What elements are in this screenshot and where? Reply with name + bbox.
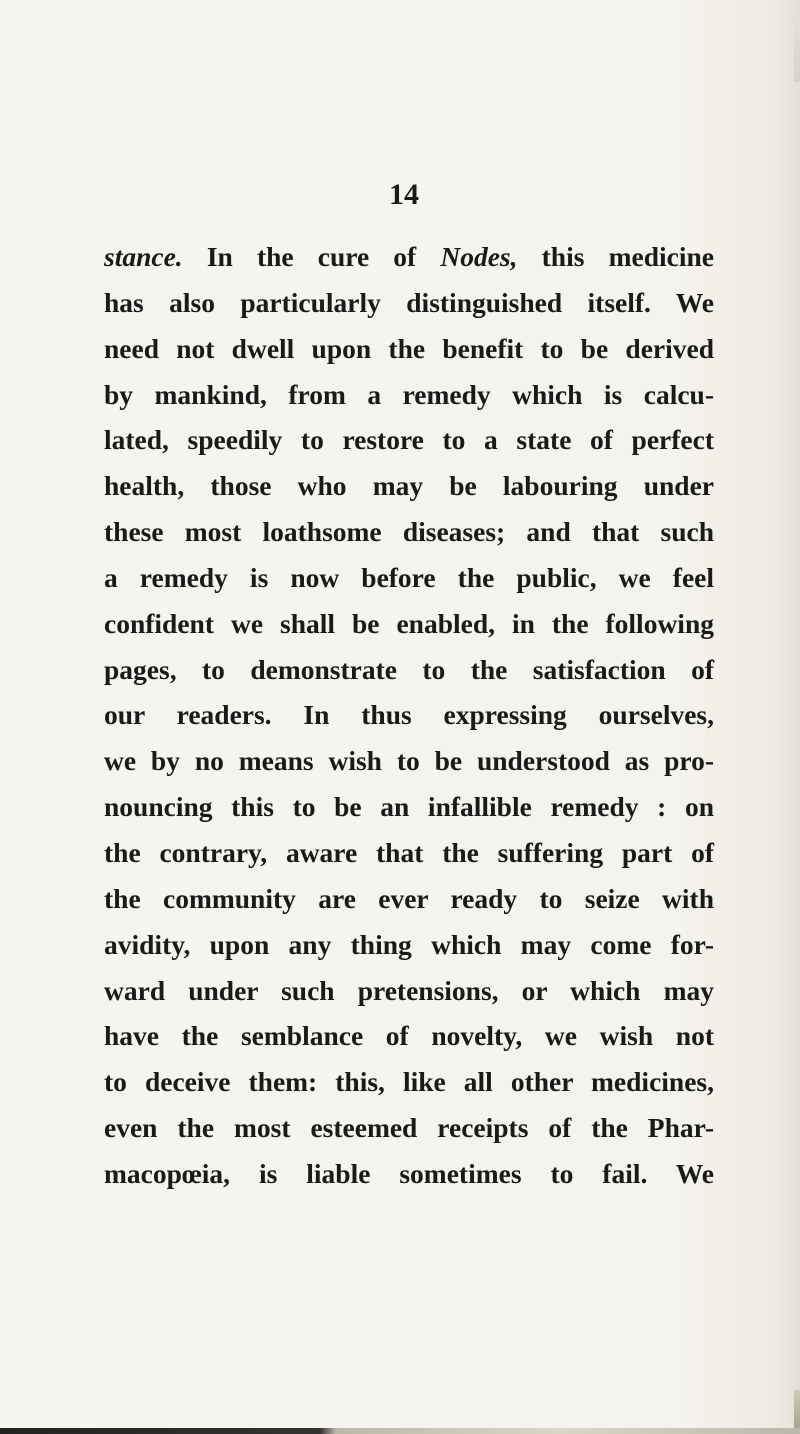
text-line-5: lated, speedily to restore to a state of perfect — [104, 424, 714, 456]
text-line-15: the community are ever ready to seize with — [104, 882, 714, 914]
text-line-2: has also particularly distinguished itself. We — [104, 286, 714, 318]
text-line-13: nouncing this to be an infallible remedy : on — [104, 791, 714, 823]
body-text — [104, 234, 714, 1197]
italic-word-nodes: Nodes, — [440, 241, 518, 272]
text-line-4: by mankind, from a remedy which is calcu- — [104, 378, 714, 410]
page-edge-shadow — [794, 12, 800, 82]
text-line-6: health, those who may be labouring under — [104, 470, 714, 502]
text-line-21: macopœia, is liable sometimes to fail. We — [104, 1157, 714, 1189]
text-line-9: confident we shall be enabled, in the following — [104, 607, 714, 639]
text-line-8: a remedy is now before the public, we feel — [104, 561, 714, 593]
text-line-12: we by no means wish to be understood as pro- — [104, 745, 714, 777]
italic-word-stance: stance. — [104, 241, 183, 272]
page-number: 14 — [389, 178, 419, 211]
text-line-17: ward under such pretensions, or which may — [104, 974, 714, 1006]
text-line-19: to deceive them: this, like all other medicines, — [104, 1066, 714, 1098]
text-line-16: avidity, upon any thing which may come for- — [104, 928, 714, 960]
text-line-14: the contrary, aware that the suffering part of — [104, 836, 714, 868]
text-line-18: have the semblance of novelty, we wish not — [104, 1020, 714, 1052]
text-line-20: even the most esteemed receipts of the Phar- — [104, 1112, 714, 1144]
text-line-11: our readers. In thus expressing ourselves, — [104, 699, 714, 731]
text-line-3: need not dwell upon the benefit to be derived — [104, 332, 714, 364]
text-line-7: these most loathsome diseases; and that such — [104, 516, 714, 548]
text-line-1 — [104, 234, 714, 280]
text-segment: In the cure of — [182, 241, 441, 272]
page-edge-shadow — [794, 1390, 800, 1430]
text-segment: this medicine — [517, 241, 714, 272]
text-line-10: pages, to demonstrate to the satisfaction of — [104, 653, 714, 685]
scan-bottom-edge — [0, 1428, 800, 1434]
